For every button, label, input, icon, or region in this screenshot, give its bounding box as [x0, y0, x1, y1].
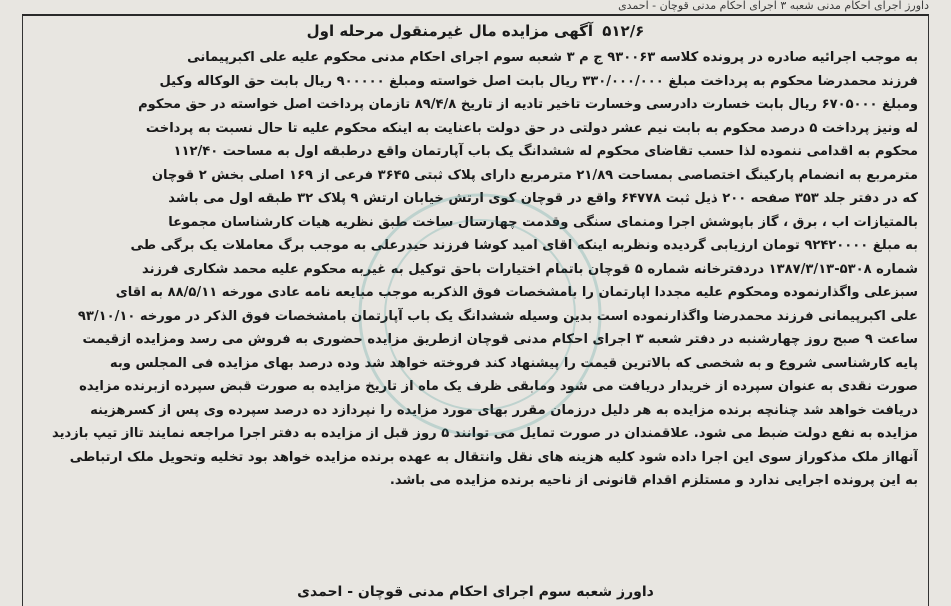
notice-body-line: علی اکبرپیمانی فرزند محمدرضا واگذارنموده است بدین وسیله ششدانگ یک باب آپارتمان بامشخصات فوق الذکر در مورخه ۹۳/۱۰/۱۰ — [77, 308, 918, 324]
notice-signature: داورز شعبه سوم اجرای احکام مدنی قوچان - احمدی — [297, 584, 654, 600]
notice-body-line: ومبلغ ۶۷۰۵۰۰۰ ریال بابت خسارت دادرسی وخسارت تاخیر تادیه از تاریخ ۸۹/۴/۸ تازمان پرداخت اصل خواسته در حق محکوم — [138, 97, 918, 112]
top-cropped-strip: داورز اجرای احکام مدنی شعبه ۳ اجرای احکام مدنی قوچان - احمدی — [22, 0, 929, 16]
notice-body-line: سبزعلی واگذارنموده ومحکوم علیه مجددا اپارتمان را بامشخصات فوق الذکربه موجب مبایعه نامه عادی مورخه ۸۸/۵/۱۱ به اقای — [115, 285, 918, 300]
notice-body-line: محکوم به اقدامی ننموده لذا حسب تقاضای محکوم له ششدانگ یک باب آپارتمان واقع درطبقه اول به مساحت ۱۱۲/۴۰ — [173, 144, 918, 159]
notice-body-line: مزایده به نفع دولت ضبط می شود. علاقمندان در صورت تمایل می توانند ۵ روز قبل از مزایده به دفتر اجرا مراجعه نمایند تااز تیپ بازدید — [52, 426, 918, 441]
notice-body-line: فرزند محمدرضا محکوم به پرداخت مبلغ ۳۳۰/۰۰۰/۰۰۰ ریال بابت اصل خواسته ومبلغ ۹۰۰۰۰۰ ریال بابت حق الوکاله وکیل — [159, 73, 918, 89]
notice-body-line: به این پرونده اجرایی ندارد و مستلزم اقدام قانونی از ناحیه برنده مزایده می باشد. — [389, 473, 918, 488]
notice-title: آگهی مزایده مال غیرمنقول مرحله اول — [306, 22, 593, 40]
notice-body-line: مترمربع به انضمام پارکینگ اختصاصی بمساحت ۲۱/۸۹ مترمربع دارای پلاک ثبتی ۳۶۴۵ فرعی از ۱۶۹ اصلی بخش ۲ قوچان — [151, 167, 918, 183]
notice-body-line: به مبلغ ۹۲۴۲۰۰۰۰ تومان ارزیابی گردیده ونظربه اینکه اقای امید کوشا فرزند حیدرعلی به موجب برگ معاملات یک برگی طی — [130, 238, 918, 253]
notice-frame — [22, 16, 929, 606]
notice-body-line: له ونیز پرداخت ۵ درصد محکوم به بابت نیم عشر دولتی در حق دولت باعنایت به اینکه محکوم علیه تا حال نسبت به پرداخت — [145, 120, 918, 136]
notice-body-line: ساعت ۹ صبح روز چهارشنبه در دفتر شعبه ۳ اجرای احکام مدنی قوچان ازطریق مزایده حضوری به فروش می رسد ومزایده ازقیمت — [82, 332, 918, 347]
notice-body-line: شماره ۵۳۰۸-۱۳۸۷/۳/۱۳ دردفترخانه شماره ۵ قوچان باتمام اختیارات باحق توکیل به غیربه محکوم علیه محمد شکاری فرزند — [142, 261, 918, 277]
notice-body-line: صورت نقدی به عنوان سپرده از خریدار دریافت می شود ومابقی ظرف یک ماه از تاریخ مزایده به صورت قبض سپرده ازبرنده مزایده — [79, 379, 918, 394]
notice-body — [33, 46, 918, 493]
notice-number: ۵۱۲/۶ — [602, 22, 645, 40]
notice-body-line: که در دفتر جلد ۳۵۳ صفحه ۲۰۰ ذیل ثبت ۶۴۷۷۸ واقع در قوچان کوی ارتش خیابان ارتش ۹ پلاک ۳۲ طبقه اول می باشد — [168, 191, 918, 206]
notice-body-line: پایه کارشناسی شروع و به شخصی که بالاترین قیمت را پیشنهاد کند فروخته خواهد شد وده درصد بهای مزایده فی المجلس وبه — [109, 355, 918, 371]
notice-title-row — [23, 20, 928, 42]
notice-body-line: آنهااز ملک مذکوراز سوی این اجرا داده شود کلیه هزینه های نقل وانتقال به عهده برنده مزایده خواهد بود تخلیه وتحویل ملک ارتباطی — [69, 449, 918, 465]
notice-body-line: بالمتیازات اب ، برق ، گاز باپوشش اجرا ومنمای سنگی وقدمت چهارسال ساخت طبق نظریه هیات کارشناسان مجموعا — [168, 214, 918, 230]
notice-body-line: به موجب اجرائیه صادره در پرونده کلاسه ۹۳۰۰۶۳ ج م ۳ شعبه سوم اجرای احکام مدنی محکوم علیه علی اکبرپیمانی — [187, 50, 918, 65]
notice-body-line: دریافت خواهد شد چنانچه برنده مزایده به هر دلیل درزمان مقرر بهای مورد مزایده را نپردازد ده درصد سپرده وی پس از کسرهزینه — [90, 402, 918, 418]
